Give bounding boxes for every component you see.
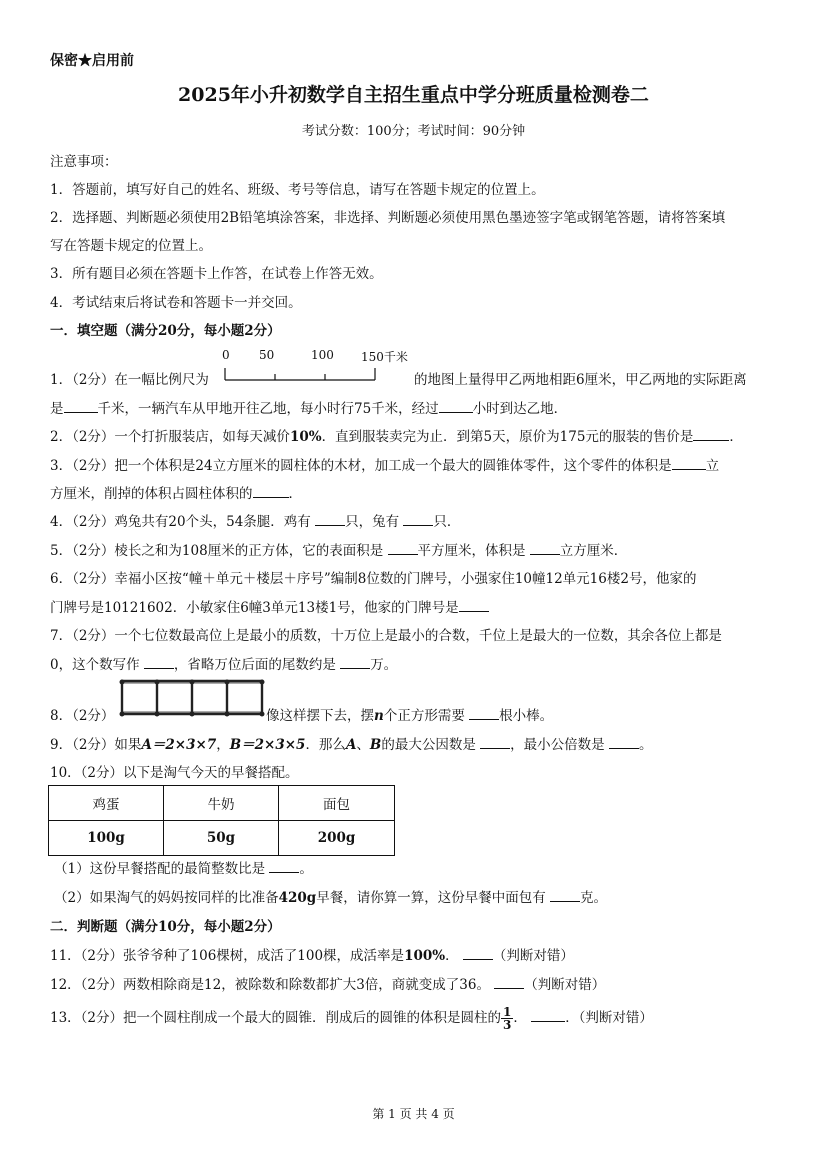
answer-blank[interactable] [693,427,729,441]
answer-blank[interactable] [469,706,499,720]
question-8-label: 8．（2分） [50,708,115,724]
note-item: 2．选择题、判断题必须使用2B铅笔填涂答案，非选择、判断题必须使用黑色墨迹签字笔或钢笔答题，请将答案填 [50,210,726,226]
exam-info: 考试分数：100分；考试时间：90分钟 [301,124,526,139]
table-cell: 50g [164,821,279,856]
answer-blank[interactable] [459,598,489,612]
question-1-part-a: 1．（2分）在一幅比例尺为 [50,372,209,388]
question-10-sub2: （2）如果淘气的妈妈按同样的比准备420g早餐，请你算一算，这份早餐中面包有 克。 [54,890,608,906]
answer-blank[interactable] [609,735,639,749]
answer-blank[interactable] [64,399,98,413]
question-6-line2: 门牌号是10121602．小敏家住6幢3单元13楼1号，他家的门牌号是 [50,596,489,616]
answer-blank[interactable] [403,512,433,526]
table-row [49,821,395,856]
answer-blank[interactable] [672,456,706,470]
question-5: 5．（2分）棱长之和为108厘米的正方体，它的表面积是 平方厘米，体积是 立方厘米． [50,543,628,559]
answer-blank[interactable] [463,946,493,960]
note-item: 写在答题卡规定的位置上。 [50,238,212,254]
question-10-sub1: （1）这份早餐搭配的最简整数比是 。 [54,861,313,877]
answer-blank[interactable] [253,484,289,498]
table-header: 牛奶 [164,786,279,821]
table-cell: 200g [279,821,395,856]
notes-heading: 注意事项： [50,154,118,170]
page-footer: 第 1 页 共 4 页 [372,1107,455,1121]
scale-tick-label: 150千米 [361,350,408,364]
secret-label: 保密★启用前 [50,53,134,69]
question-9: 9．（2分）如果A＝2×3×7，B＝2×3×5．那么A、B的最大公因数是 ，最小公倍数是 。 [50,737,653,753]
question-3: 3．（2分）把一个体积是24立方厘米的圆柱体的木材，加工成一个最大的圆锥体零件，这个零件的体积是 立 [50,458,720,474]
scale-bar [224,366,378,382]
table-header: 面包 [279,786,395,821]
question-11: 11．（2分）张爷爷种了106棵树，成活了100棵，成活率是100%． （判断对错） [50,948,574,964]
scale-tick-label: 50 [259,348,275,362]
scale-tick-label: 100 [311,348,334,362]
answer-blank[interactable] [550,888,580,902]
question-7: 7．（2分）一个七位数最高位上是最小的质数，十万位上是最小的合数，千位上是最大的一位数，其余各位上都是 [50,628,722,644]
answer-blank[interactable] [494,975,524,989]
page-title: 2025年小升初数学自主招生重点中学分班质量检测卷二 [178,84,649,106]
question-13: 13．（2分）把一个圆柱削成一个最大的圆锥．削成后的圆锥的体积是圆柱的 $\frac{1}{3}$ ． ．（判断对错） [50,1005,653,1032]
question-8-text: 像这样摆下去，摆n个正方形需要 根小棒。 [266,708,554,724]
question-7-line2: 0，这个数写作 ，省略万位后面的尾数约是 万。 [50,657,398,673]
question-6: 6．（2分）幸福小区按“幢＋单元＋楼层＋序号”编制8位数的门牌号，小强家住10幢12单元16楼2号，他家的 [50,571,697,587]
answer-blank[interactable] [530,541,560,555]
answer-blank[interactable] [388,541,418,555]
question-4: 4．（2分）鸡兔共有20个头，54条腿．鸡有 只，兔有 只． [50,514,461,530]
answer-blank[interactable] [439,399,473,413]
answer-blank[interactable] [315,512,345,526]
scale-tick-label: 0 [222,348,230,362]
question-1-line2: 是 千米，一辆汽车从甲地开往乙地，每小时行75千米，经过 小时到达乙地． [50,401,568,417]
fraction-one-third: $\frac{1}{3}$ [503,1005,512,1032]
table-cell: 100g [49,821,164,856]
table-row [49,786,395,821]
question-12: 12．（2分）两数相除商是12，被除数和除数都扩大3倍，商就变成了36。 （判断对错） [50,977,606,993]
matchstick-squares-figure [119,679,265,717]
note-item: 4．考试结束后将试卷和答题卡一并交回。 [50,295,302,311]
answer-blank[interactable] [480,735,510,749]
section-heading-fill: 一．填空题（满分20分，每小题2分） [50,323,281,339]
answer-blank[interactable] [269,859,299,873]
question-2: 2．（2分）一个打折服装店，如每天减价10%．直到服装卖完为止．到第5天，原价为175元的服装的售价是 ． [50,429,743,445]
answer-blank[interactable] [340,655,370,669]
breakfast-table [48,785,395,856]
answer-blank[interactable] [144,655,174,669]
table-header: 鸡蛋 [49,786,164,821]
section-heading-judge: 二．判断题（满分10分，每小题2分） [50,919,281,935]
question-3-line2: 方厘米，削掉的体积占圆柱体积的 ． [50,486,302,502]
question-10: 10．（2分）以下是淘气今天的早餐搭配。 [50,765,299,781]
answer-blank[interactable] [531,1008,565,1022]
note-item: 3．所有题目必须在答题卡上作答，在试卷上作答无效。 [50,266,383,282]
question-1-part-b: 的地图上量得甲乙两地相距6厘米，甲乙两地的实际距离 [414,372,747,388]
note-item: 1．答题前，填写好自己的姓名、班级、考号等信息，请写在答题卡规定的位置上。 [50,182,545,198]
